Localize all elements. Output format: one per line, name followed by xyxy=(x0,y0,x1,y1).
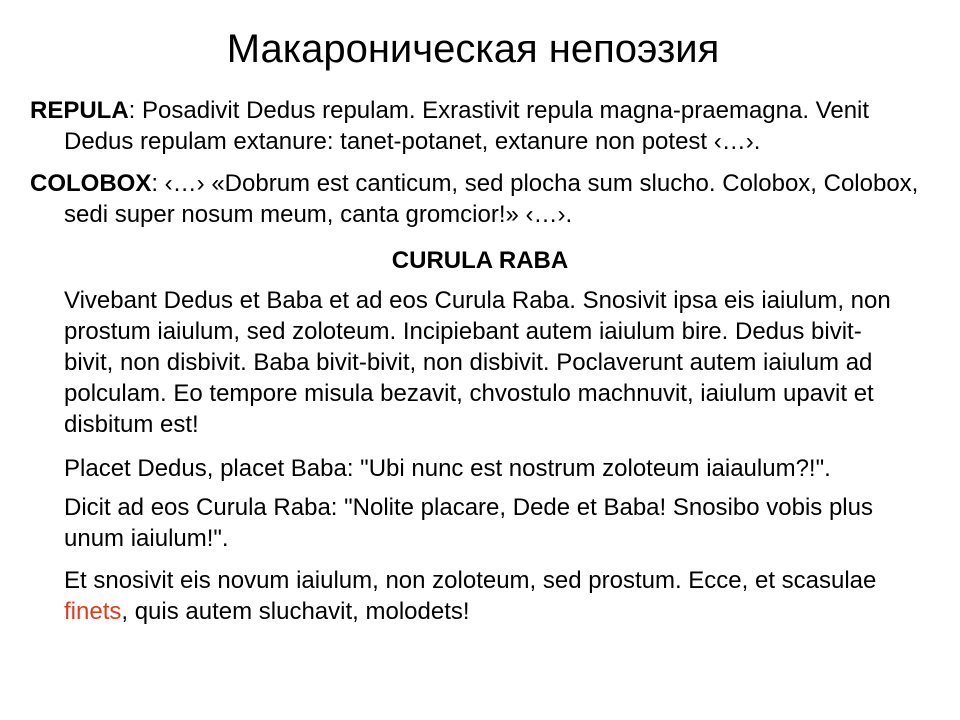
entry-term: REPULA xyxy=(30,97,129,124)
entry-text: Posadivit Dedus repulam. Exrastivit repula magna-praemagna. Venit Dedus repulam extanure: tanet-potanet, extanure non potest ‹…›. xyxy=(64,97,870,155)
story-paragraph-last xyxy=(64,565,904,627)
entry-term: COLOBOX xyxy=(30,170,152,197)
story-text: , quis autem sluchavit, molodets! xyxy=(121,598,470,625)
entry-separator: : xyxy=(151,170,159,197)
entry-colobox xyxy=(30,168,944,230)
story-paragraph: Vivebant Dedus et Baba et ad eos Curula Raba. Snosivit ipsa eis iaiulum, non prostum iaiulum, sed zoloteum. Incipiebant autem iaiulum bire. Dedus bivit-bivit, non disbivit. Baba bivit-bivit, non disbivit. Poclaverunt autem iaiulum ad polculam. Eo tempore misula bezavit, chvostulo machnuvit, iaiulum upavit et disbitum est! xyxy=(64,287,891,438)
story-text: Et snosivit eis novum iaiulum, non zoloteum, sed prostum. Ecce, et scasulae xyxy=(64,567,877,594)
highlighted-word: finets xyxy=(64,598,122,625)
story-paragraph: Placet Dedus, placet Baba: "Ubi nunc est nostrum zoloteum iaiaulum?!". xyxy=(64,455,831,482)
story-paragraph: Dicit ad eos Curula Raba: "Nolite placare, Dede et Baba! Snosibo vobis plus unum iaiulum!". xyxy=(64,494,873,552)
entry-separator: : xyxy=(128,97,143,124)
slide-title: Макароническая непоэзия xyxy=(226,27,720,71)
entry-repula xyxy=(30,95,944,157)
story-heading: CURULA RABA xyxy=(391,247,569,274)
entry-text: ‹…› «Dobrum est canticum, sed plocha sum slucho. Colobox, Colobox, sedi super nosum meum, canta gromcior!» ‹…›. xyxy=(64,170,919,228)
